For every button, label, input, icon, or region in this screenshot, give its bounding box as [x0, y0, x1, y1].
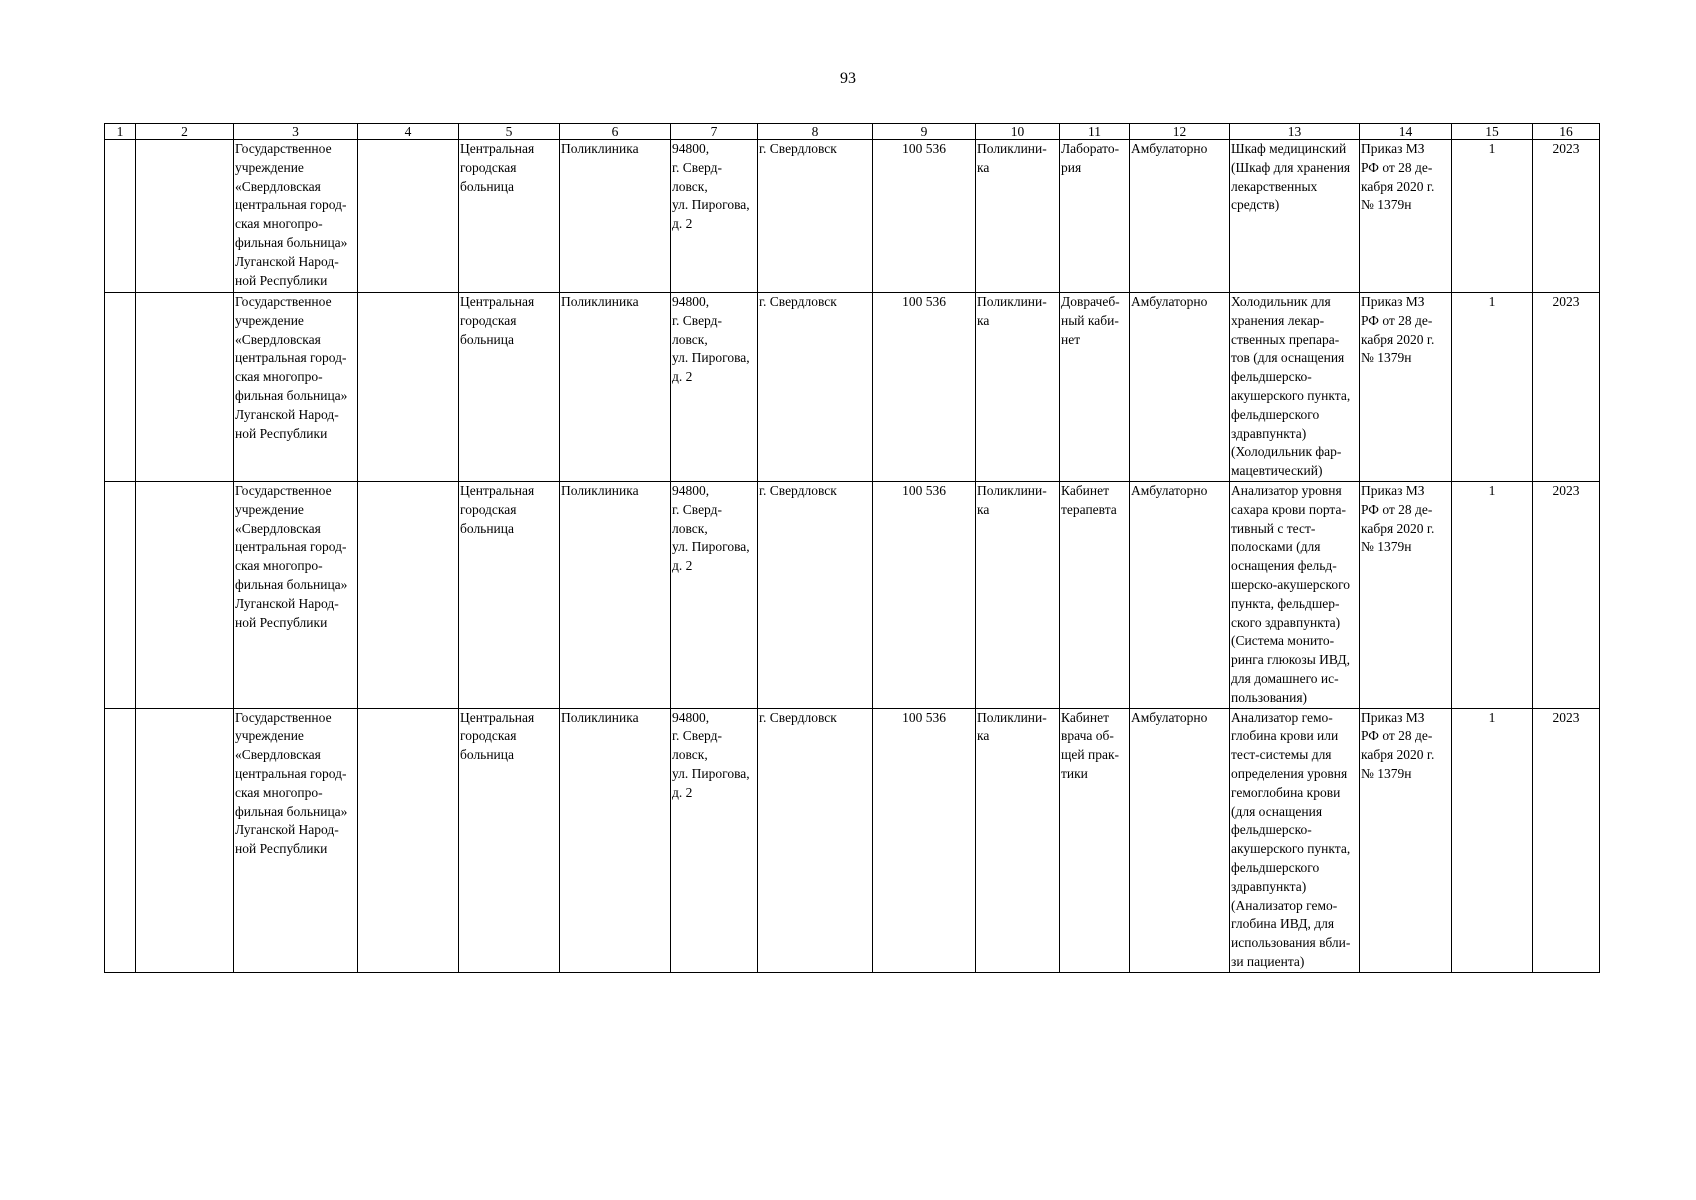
cell-quantity: 1	[1452, 708, 1533, 972]
cell-institution: Государственное учреждение «Свердловская центральная город- ская многопро- фильная больница» Луганской Народ- ной Республики	[234, 708, 358, 972]
column-number: 5	[459, 124, 560, 140]
cell-population: 100 536	[873, 140, 976, 293]
cell-room: Лаборато- рия	[1060, 140, 1130, 293]
cell-unit: Поликлини- ка	[976, 708, 1060, 972]
column-number: 13	[1230, 124, 1360, 140]
cell-care-type: Амбулаторно	[1130, 293, 1230, 482]
column-number: 6	[560, 124, 671, 140]
cell-col4	[358, 481, 459, 708]
table-header-row	[105, 124, 1600, 140]
column-number: 4	[358, 124, 459, 140]
column-number: 9	[873, 124, 976, 140]
column-number: 8	[758, 124, 873, 140]
column-number: 7	[671, 124, 758, 140]
table-row	[105, 140, 1600, 293]
cell-quantity: 1	[1452, 140, 1533, 293]
cell-equipment: Анализатор гемо- глобина крови или тест-системы для определения уровня гемоглобина крови (для оснащения фельдшерско- акушерского пункта, фельдшерского здравпункта) (Анализатор гемо- глобина ИВД, для использования вбли- зи пациента)	[1230, 708, 1360, 972]
cell-department: Поликлиника	[560, 481, 671, 708]
cell-order: Приказ МЗ РФ от 28 де- кабря 2020 г. № 1379н	[1360, 708, 1452, 972]
page-number: 93	[840, 70, 856, 87]
cell-city: г. Свердловск	[758, 140, 873, 293]
cell-order: Приказ МЗ РФ от 28 де- кабря 2020 г. № 1379н	[1360, 481, 1452, 708]
cell-order: Приказ МЗ РФ от 28 де- кабря 2020 г. № 1379н	[1360, 293, 1452, 482]
cell-col4	[358, 293, 459, 482]
column-number: 15	[1452, 124, 1533, 140]
cell-col1	[105, 140, 136, 293]
cell-col2	[136, 708, 234, 972]
table-row	[105, 481, 1600, 708]
cell-year: 2023	[1533, 140, 1600, 293]
table-row	[105, 708, 1600, 972]
cell-year: 2023	[1533, 708, 1600, 972]
cell-city: г. Свердловск	[758, 708, 873, 972]
cell-equipment: Анализатор уровня сахара крови порта- тивный с тест- полосками (для оснащения фельд- шерско-акушерского пункта, фельдшер- ского здравпункта) (Система монито- ринга глюкозы ИВД, для домашнего ис- пользования)	[1230, 481, 1360, 708]
cell-year: 2023	[1533, 293, 1600, 482]
cell-institution: Государственное учреждение «Свердловская центральная город- ская многопро- фильная больница» Луганской Народ- ной Республики	[234, 293, 358, 482]
cell-equipment: Шкаф медицинский (Шкаф для хранения лекарственных средств)	[1230, 140, 1360, 293]
cell-unit: Поликлини- ка	[976, 481, 1060, 708]
cell-col1	[105, 708, 136, 972]
cell-population: 100 536	[873, 293, 976, 482]
cell-col1	[105, 481, 136, 708]
cell-institution: Государственное учреждение «Свердловская центральная город- ская многопро- фильная больница» Луганской Народ- ной Республики	[234, 481, 358, 708]
cell-address: 94800, г. Сверд- ловск, ул. Пирогова, д. 2	[671, 293, 758, 482]
cell-department: Поликлиника	[560, 140, 671, 293]
column-number: 3	[234, 124, 358, 140]
cell-hospital: Центральная городская больница	[459, 481, 560, 708]
table-row	[105, 293, 1600, 482]
cell-hospital: Центральная городская больница	[459, 293, 560, 482]
cell-population: 100 536	[873, 481, 976, 708]
column-number: 11	[1060, 124, 1130, 140]
cell-department: Поликлиника	[560, 293, 671, 482]
cell-address: 94800, г. Сверд- ловск, ул. Пирогова, д. 2	[671, 140, 758, 293]
cell-unit: Поликлини- ка	[976, 293, 1060, 482]
cell-city: г. Свердловск	[758, 481, 873, 708]
cell-quantity: 1	[1452, 293, 1533, 482]
column-number: 16	[1533, 124, 1600, 140]
cell-col4	[358, 708, 459, 972]
cell-quantity: 1	[1452, 481, 1533, 708]
cell-room: Кабинет терапевта	[1060, 481, 1130, 708]
cell-room: Доврачеб- ный каби- нет	[1060, 293, 1130, 482]
cell-order: Приказ МЗ РФ от 28 де- кабря 2020 г. № 1379н	[1360, 140, 1452, 293]
cell-room: Кабинет врача об- щей прак- тики	[1060, 708, 1130, 972]
cell-col1	[105, 293, 136, 482]
cell-institution: Государственное учреждение «Свердловская центральная город- ская многопро- фильная больница» Луганской Народ- ной Республики	[234, 140, 358, 293]
cell-hospital: Центральная городская больница	[459, 140, 560, 293]
cell-city: г. Свердловск	[758, 293, 873, 482]
column-number: 14	[1360, 124, 1452, 140]
cell-care-type: Амбулаторно	[1130, 708, 1230, 972]
cell-care-type: Амбулаторно	[1130, 481, 1230, 708]
cell-unit: Поликлини- ка	[976, 140, 1060, 293]
cell-care-type: Амбулаторно	[1130, 140, 1230, 293]
cell-address: 94800, г. Сверд- ловск, ул. Пирогова, д. 2	[671, 708, 758, 972]
cell-col4	[358, 140, 459, 293]
column-number: 2	[136, 124, 234, 140]
cell-col2	[136, 140, 234, 293]
cell-year: 2023	[1533, 481, 1600, 708]
cell-population: 100 536	[873, 708, 976, 972]
column-number: 12	[1130, 124, 1230, 140]
cell-equipment: Холодильник для хранения лекар- ственных препара- тов (для оснащения фельдшерско- акушерского пункта, фельдшерского здравпункта) (Холодильник фар- мацевтический)	[1230, 293, 1360, 482]
column-number: 10	[976, 124, 1060, 140]
cell-department: Поликлиника	[560, 708, 671, 972]
cell-hospital: Центральная городская больница	[459, 708, 560, 972]
cell-col2	[136, 481, 234, 708]
equipment-table	[104, 123, 1600, 973]
cell-address: 94800, г. Сверд- ловск, ул. Пирогова, д. 2	[671, 481, 758, 708]
cell-col2	[136, 293, 234, 482]
column-number: 1	[105, 124, 136, 140]
